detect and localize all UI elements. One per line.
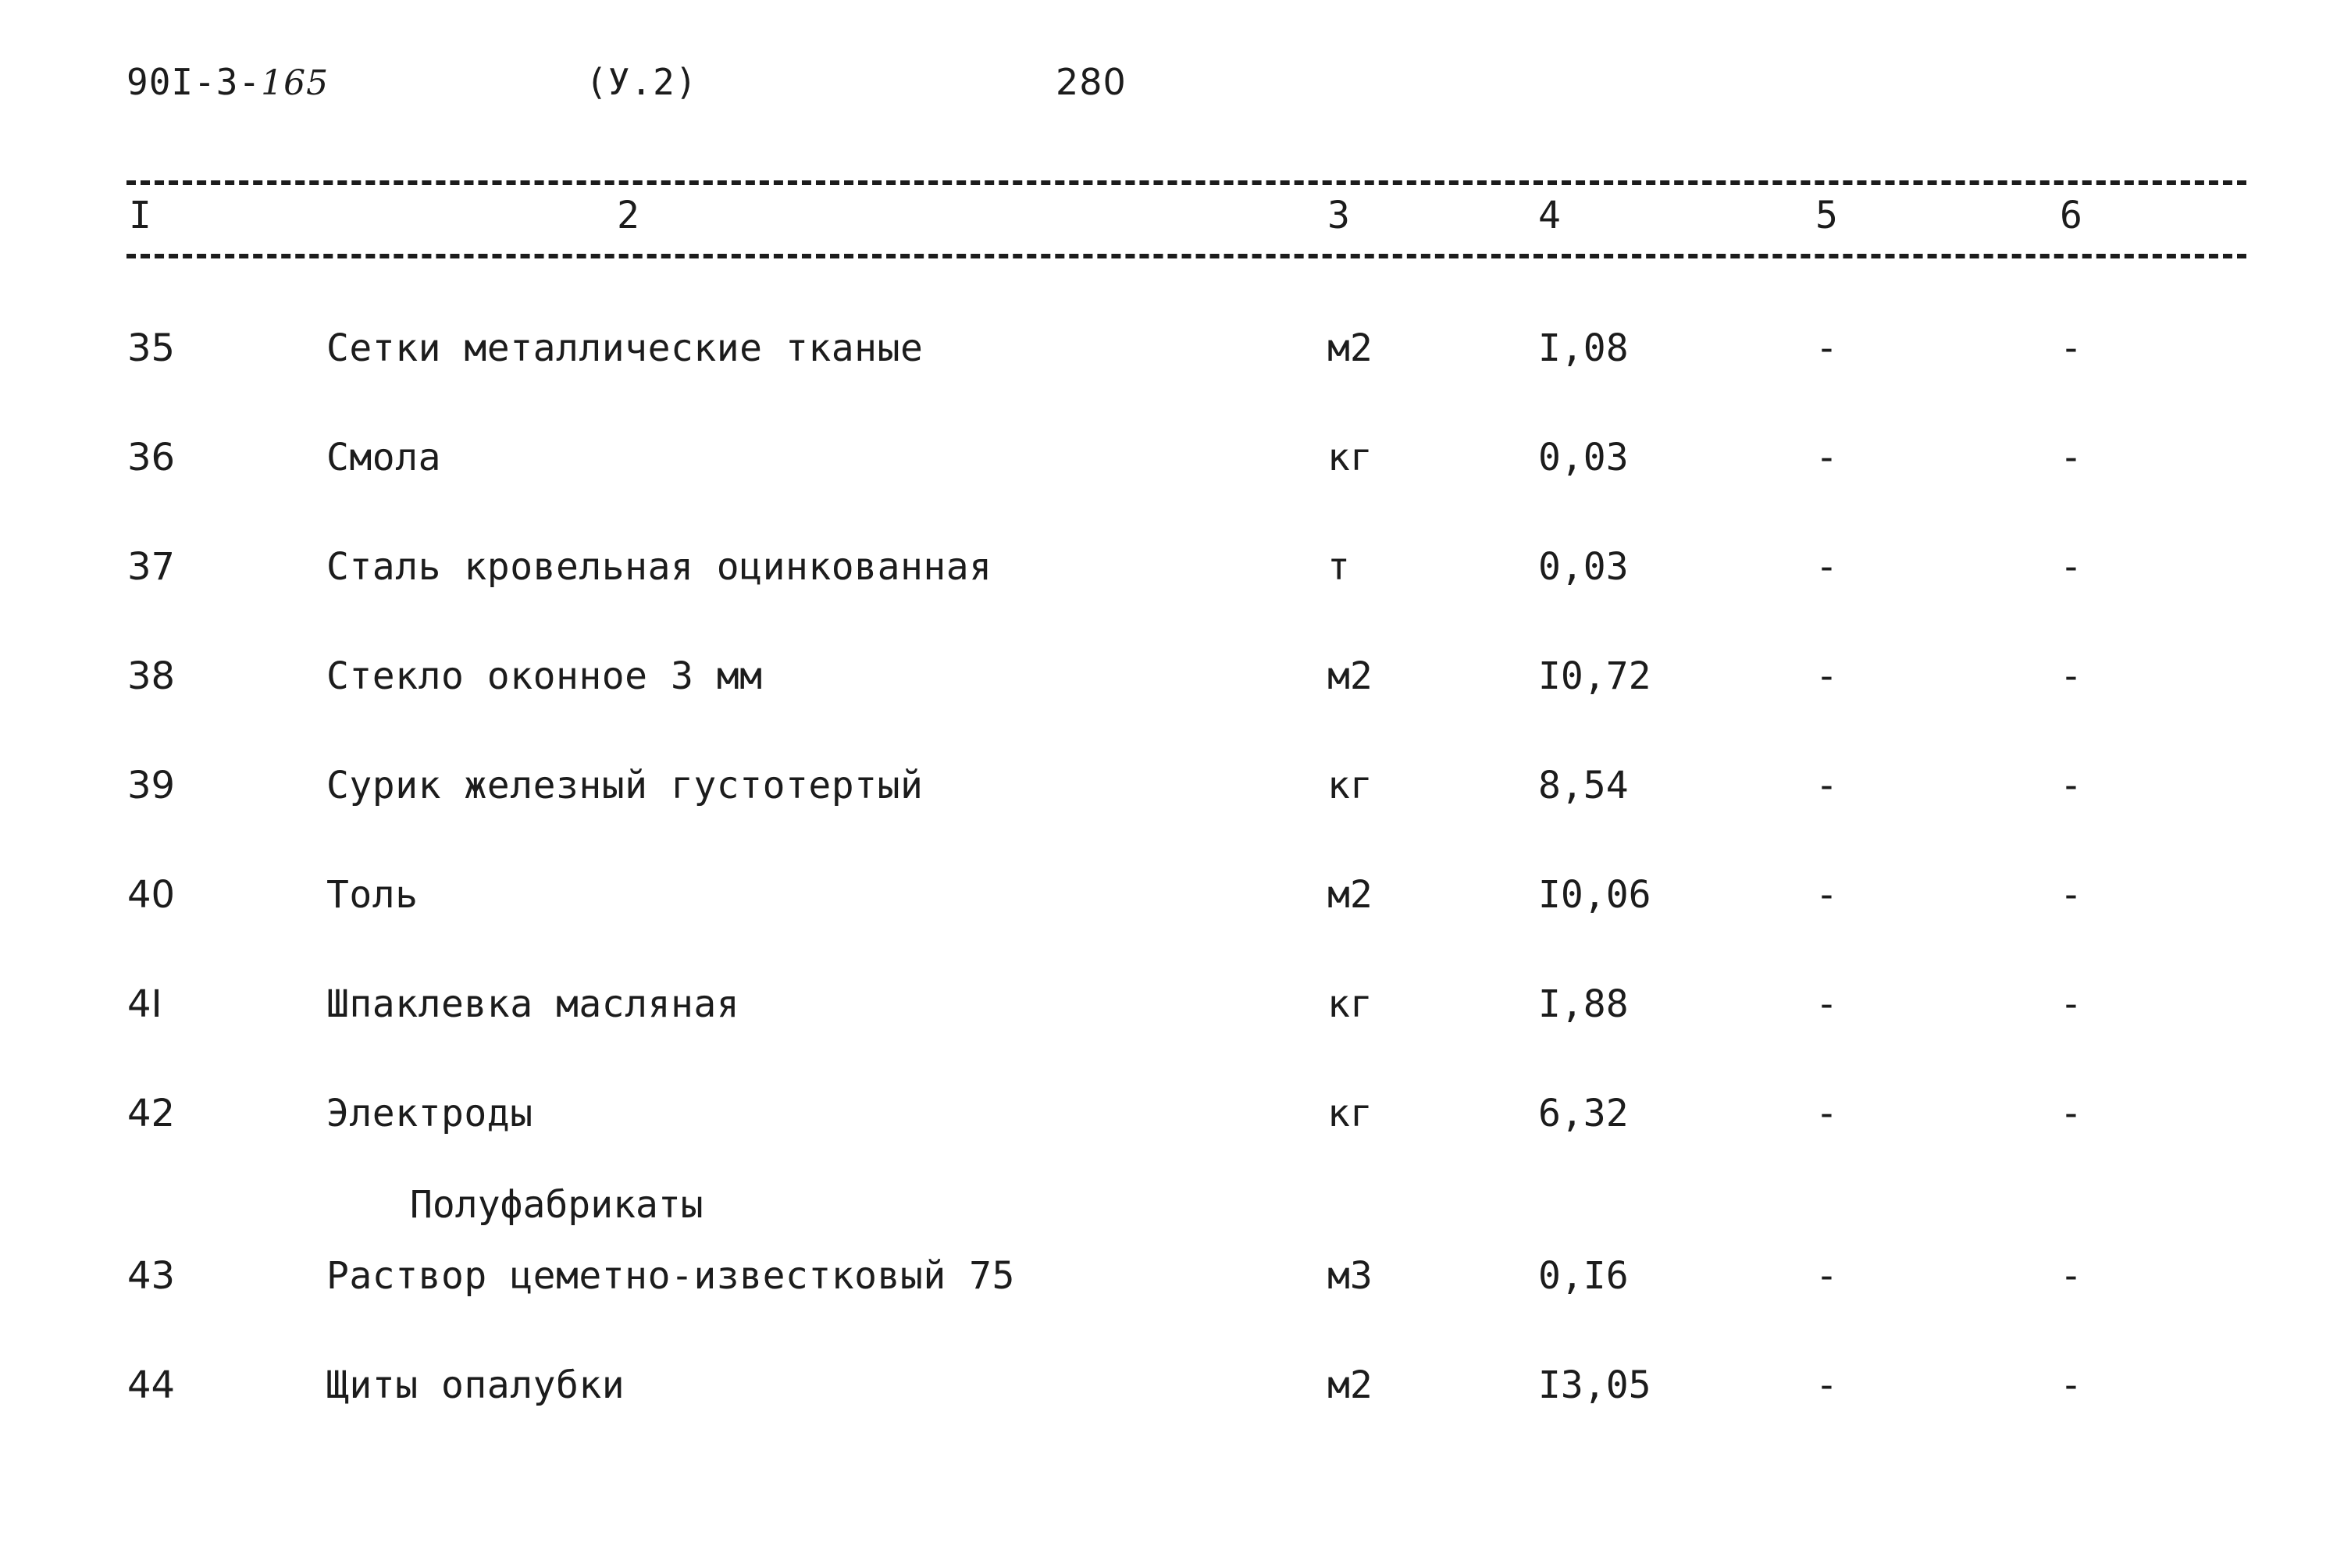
column-5-cell: - [1815,764,1838,807]
column-5-cell: - [1815,1092,1838,1135]
quantity-cell: 0,03 [1538,436,1629,479]
document-code-printed: 90I-3- [126,61,262,103]
unit-cell: м2 [1327,654,1373,698]
row-number: 37 [127,545,176,589]
column-6-cell: - [2060,1363,2082,1407]
column-6-cell: - [2060,764,2082,807]
column-6-cell: - [2060,982,2082,1026]
unit-cell: кг [1327,436,1373,479]
material-name: Сурик железный густотертый [326,764,924,807]
quantity-cell: I,88 [1538,982,1629,1026]
column-5-cell: - [1815,1363,1838,1407]
row-number: 35 [127,326,176,370]
material-name: Электроды [326,1092,533,1135]
section-heading: Полуфабрикаты [410,1183,704,1227]
quantity-cell: I0,72 [1538,654,1651,698]
unit-cell: кг [1327,1092,1373,1135]
column-5-cell: - [1815,654,1838,698]
row-number: 4I [127,982,162,1026]
column-6-cell: - [2060,1254,2082,1298]
material-name: Сталь кровельная оцинкованная [326,545,992,589]
table-header-bottom-rule [126,254,2246,258]
quantity-cell: 8,54 [1538,764,1629,807]
quantity-cell: 0,03 [1538,545,1629,589]
column-5-cell: - [1815,326,1838,370]
column-5-cell: - [1815,545,1838,589]
document-code-handwritten: 165 [261,63,329,103]
unit-cell: кг [1327,764,1373,807]
column-header-4: 4 [1538,194,1561,237]
unit-cell: м2 [1327,1363,1373,1407]
column-header-2: 2 [617,194,639,237]
quantity-cell: I0,06 [1538,873,1651,917]
row-number: 42 [127,1092,176,1135]
quantity-cell: I,08 [1538,326,1629,370]
column-header-5: 5 [1815,194,1838,237]
quantity-cell: I3,05 [1538,1363,1651,1407]
column-header-3: 3 [1327,194,1350,237]
column-5-cell: - [1815,436,1838,479]
column-header-6: 6 [2060,194,2082,237]
material-name: Толь [326,873,419,917]
material-name: Щиты опалубки [326,1363,625,1407]
column-6-cell: - [2060,654,2082,698]
quantity-cell: 6,32 [1538,1092,1629,1135]
column-6-cell: - [2060,436,2082,479]
row-number: 38 [127,654,176,698]
column-6-cell: - [2060,326,2082,370]
row-number: 40 [127,873,176,917]
quantity-cell: 0,I6 [1538,1254,1629,1298]
material-name: Смола [326,436,441,479]
unit-cell: т [1327,545,1350,589]
material-name: Сетки металлические тканые [326,326,924,370]
column-5-cell: - [1815,873,1838,917]
unit-cell: кг [1327,982,1373,1026]
unit-cell: м2 [1327,326,1373,370]
column-6-cell: - [2060,1092,2082,1135]
column-header-1: I [129,194,151,237]
column-6-cell: - [2060,873,2082,917]
page-number: 280 [1056,61,1127,103]
sheet-label: (У.2) [586,61,698,103]
material-name: Шпаклевка масляная [326,982,740,1026]
row-number: 36 [127,436,176,479]
document-code [126,61,329,103]
row-number: 43 [127,1254,176,1298]
column-5-cell: - [1815,1254,1838,1298]
column-5-cell: - [1815,982,1838,1026]
unit-cell: м2 [1327,873,1373,917]
column-6-cell: - [2060,545,2082,589]
material-name: Раствор цеметно-известковый 75 [326,1254,1015,1298]
row-number: 39 [127,764,176,807]
row-number: 44 [127,1363,176,1407]
table-header-top-rule [126,180,2246,185]
unit-cell: м3 [1327,1254,1373,1298]
material-name: Стекло оконное 3 мм [326,654,763,698]
